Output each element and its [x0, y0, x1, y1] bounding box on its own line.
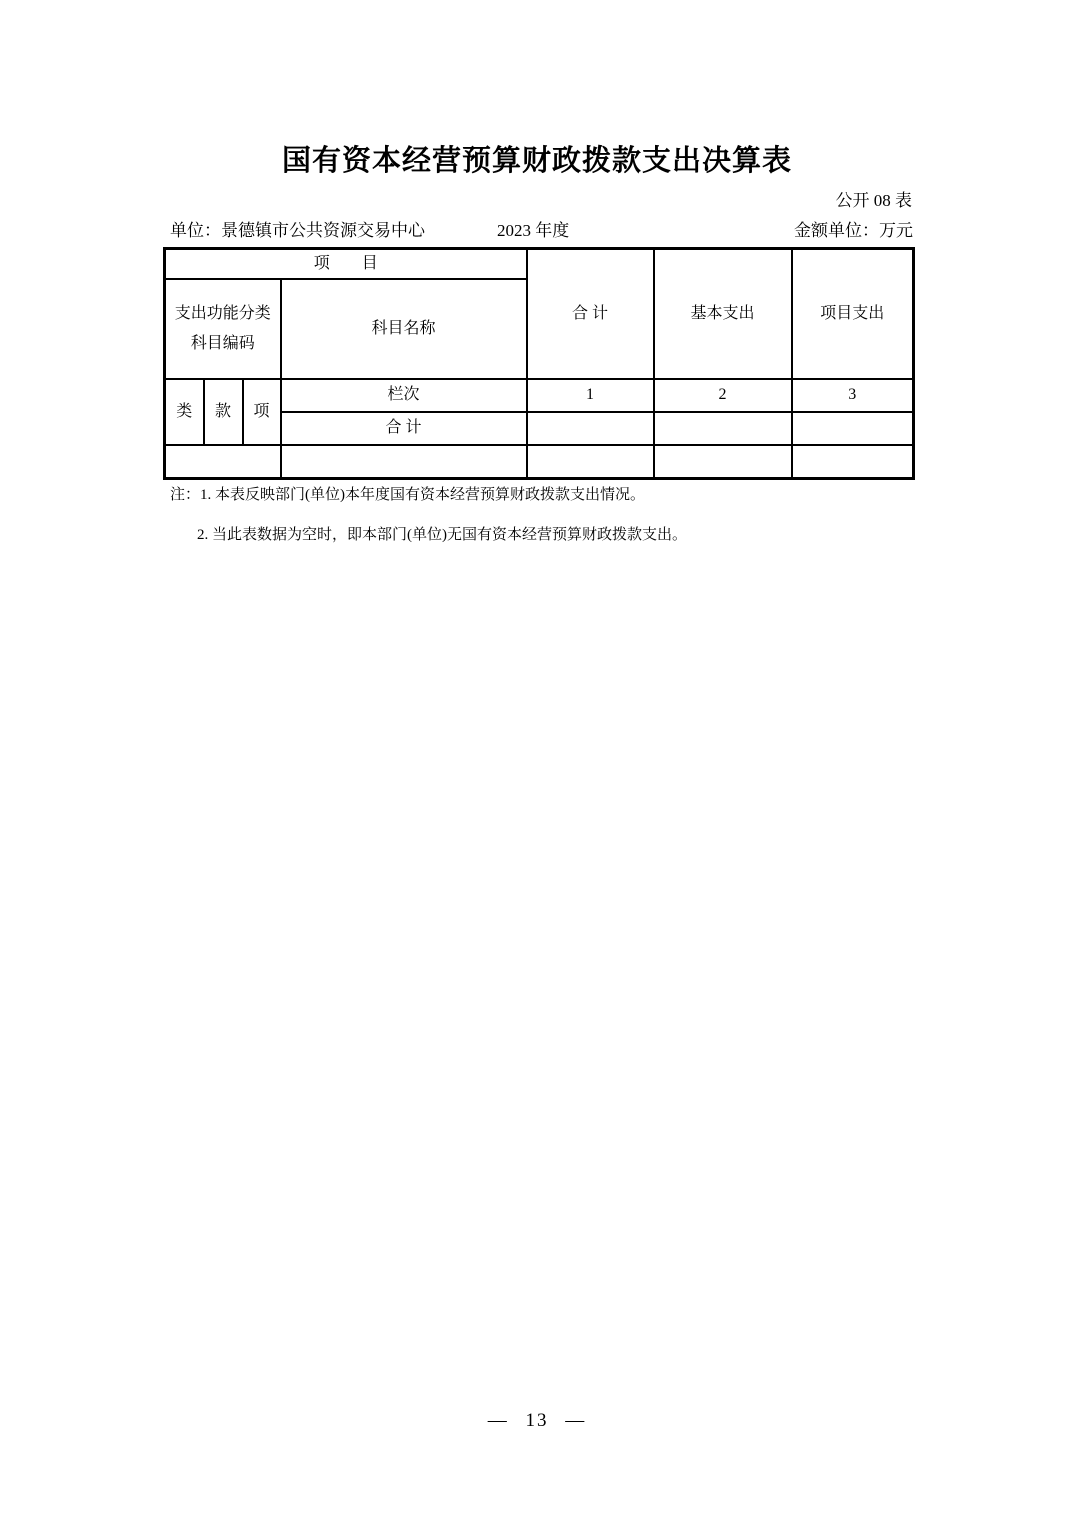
function-class-line2: 科目编码 — [190, 334, 255, 352]
total-row-project-value — [792, 412, 914, 445]
col-header-subject-name: 科目名称 — [281, 279, 527, 379]
table-row-rank — [165, 379, 914, 412]
amount-unit-label: 金额单位：万元 — [794, 221, 913, 240]
sub-header-section: 款 — [204, 379, 243, 445]
data-row-code-cell — [165, 445, 281, 479]
col-header-total: 合 计 — [527, 249, 654, 379]
data-row-project-cell — [792, 445, 914, 479]
unit-label: 单位：景德镇市公共资源交易中心 — [170, 221, 425, 240]
table-code-label: 公开 08 表 — [835, 191, 912, 210]
meta-line — [163, 216, 913, 242]
note-line-2: 2. 当此表数据为空时，即本部门(单位)无国有资本经营预算财政拨款支出。 — [197, 526, 687, 543]
col-header-function-class-code — [165, 279, 281, 379]
data-row-basic-cell — [654, 445, 792, 479]
col-header-project-expenditure: 项目支出 — [792, 249, 914, 379]
rank-2-cell: 2 — [654, 379, 792, 412]
page-number: — 13 — — [487, 1410, 587, 1431]
sub-header-item: 项 — [243, 379, 281, 445]
total-row-total-value — [527, 412, 654, 445]
project-header-cell: 项 目 — [165, 249, 527, 279]
expenditure-table — [163, 247, 915, 480]
page-title: 国有资本经营预算财政拨款支出决算表 — [281, 145, 792, 177]
rank-1-cell: 1 — [527, 379, 654, 412]
table-notes — [170, 486, 687, 545]
total-row-basic-value — [654, 412, 792, 445]
table-row-project-header — [165, 249, 914, 279]
rank-label-cell: 栏次 — [281, 379, 527, 412]
function-class-line1: 支出功能分类 — [174, 304, 271, 322]
sub-header-category: 类 — [165, 379, 204, 445]
total-row-label: 合 计 — [281, 412, 527, 445]
note-line-1: 注：1. 本表反映部门(单位)本年度国有资本经营预算财政拨款支出情况。 — [170, 487, 645, 503]
rank-3-cell: 3 — [792, 379, 914, 412]
data-row-name-cell — [281, 445, 527, 479]
table-row-data — [165, 445, 914, 479]
data-row-total-cell — [527, 445, 654, 479]
year-label: 2023 年度 — [497, 221, 570, 240]
col-header-basic-expenditure: 基本支出 — [654, 249, 792, 379]
